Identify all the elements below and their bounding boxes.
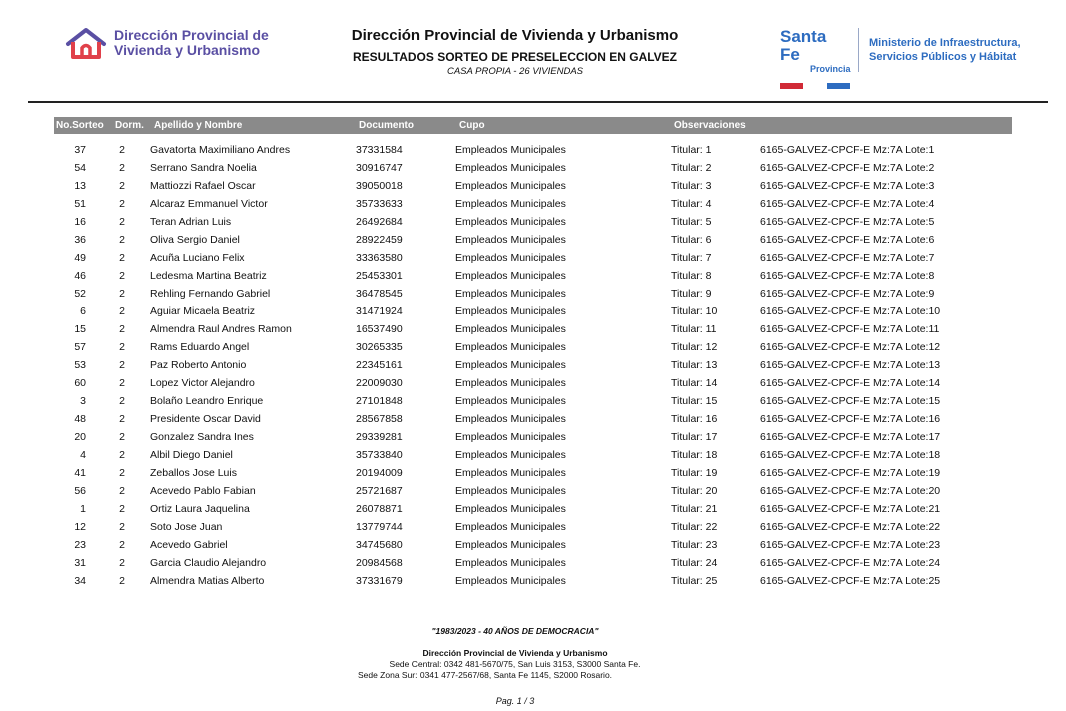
cell-sorteo: 15 xyxy=(74,323,86,336)
cell-cupo: Empleados Municipales xyxy=(455,323,566,336)
cell-sorteo: 16 xyxy=(74,215,86,228)
ministry-line-2: Servicios Públicos y Hábitat xyxy=(869,51,1017,63)
logo-line-1: Dirección Provincial de xyxy=(114,27,269,43)
cell-doc: 37331584 xyxy=(356,144,403,156)
santa-fe-brand xyxy=(780,28,850,89)
cell-doc: 35733633 xyxy=(356,197,403,210)
cell-name: Almendra Raul Andres Ramon xyxy=(150,323,292,336)
cell-obs: 6165-GALVEZ-CPCF-E Mz:7A Lote:11 xyxy=(760,323,940,336)
cell-titular: Titular: 16 xyxy=(671,413,718,426)
cell-dorm: 2 xyxy=(119,377,125,390)
cell-obs: 6165-GALVEZ-CPCF-E Mz:7A Lote:14 xyxy=(760,377,941,390)
table-row xyxy=(54,142,1012,160)
col-sorteo: No.Sorteo xyxy=(56,120,104,131)
cell-sorteo: 36 xyxy=(74,233,86,246)
logo-line-2: Vivienda y Urbanismo xyxy=(114,42,261,58)
document-subtitle-2: CASA PROPIA - 26 VIVIENDAS xyxy=(446,66,584,77)
header-divider xyxy=(28,101,1048,103)
col-doc: Documento xyxy=(359,120,414,131)
cell-sorteo: 12 xyxy=(74,520,86,533)
cell-sorteo: 60 xyxy=(74,377,86,390)
cell-sorteo: 13 xyxy=(74,179,86,192)
cell-cupo: Empleados Municipales xyxy=(455,359,566,372)
cell-cupo: Empleados Municipales xyxy=(455,431,566,443)
cell-obs: 6165-GALVEZ-CPCF-E Mz:7A Lote:13 xyxy=(760,359,941,372)
cell-cupo: Empleados Municipales xyxy=(455,377,566,390)
cell-dorm: 2 xyxy=(119,520,125,533)
cell-cupo: Empleados Municipales xyxy=(455,305,566,318)
cell-dorm: 2 xyxy=(119,197,125,210)
cell-name: Acevedo Gabriel xyxy=(150,538,228,551)
table-row xyxy=(54,573,1012,591)
cell-dorm: 2 xyxy=(119,144,125,156)
cell-doc: 35733840 xyxy=(356,448,403,461)
document-header xyxy=(300,27,730,77)
page-number: Pag. 1 / 3 xyxy=(495,696,535,706)
ministry-line-1: Ministerio de Infraestructura, xyxy=(869,37,1021,49)
cell-sorteo: 54 xyxy=(74,161,86,174)
cell-dorm: 2 xyxy=(119,251,125,264)
cell-name: Aguiar Micaela Beatriz xyxy=(150,305,256,318)
cell-titular: Titular: 18 xyxy=(671,448,718,461)
cell-doc: 20194009 xyxy=(356,466,403,479)
cell-dorm: 2 xyxy=(119,431,125,443)
cell-sorteo: 48 xyxy=(74,413,86,426)
cell-obs: 6165-GALVEZ-CPCF-E Mz:7A Lote:20 xyxy=(760,484,941,497)
document-subtitle: RESULTADOS SORTEO DE PRESELECCION EN GALVEZ xyxy=(352,50,678,64)
table-row xyxy=(54,375,1012,393)
cell-doc: 16537490 xyxy=(356,323,403,336)
cell-dorm: 2 xyxy=(119,269,125,282)
cell-name: Oliva Sergio Daniel xyxy=(150,233,240,246)
cell-cupo: Empleados Municipales xyxy=(455,161,566,174)
cell-doc: 25453301 xyxy=(356,269,403,282)
cell-obs: 6165-GALVEZ-CPCF-E Mz:7A Lote:10 xyxy=(760,305,941,318)
cell-name: Ledesma Martina Beatriz xyxy=(150,269,267,282)
cell-doc: 25721687 xyxy=(356,484,403,497)
cell-sorteo: 3 xyxy=(80,395,86,408)
cell-titular: Titular: 3 xyxy=(671,179,712,192)
cell-sorteo: 34 xyxy=(74,574,86,587)
cell-dorm: 2 xyxy=(119,395,125,408)
cell-cupo: Empleados Municipales xyxy=(455,197,566,210)
cell-sorteo: 56 xyxy=(74,484,86,497)
table-row xyxy=(54,537,1012,555)
cell-sorteo: 20 xyxy=(74,431,86,443)
santa-fe-province: Provincia xyxy=(810,64,851,74)
cell-dorm: 2 xyxy=(119,484,125,497)
cell-obs: 6165-GALVEZ-CPCF-E Mz:7A Lote:24 xyxy=(760,556,941,569)
cell-titular: Titular: 20 xyxy=(671,484,718,497)
cell-titular: Titular: 15 xyxy=(671,395,718,408)
cell-sorteo: 37 xyxy=(74,144,86,156)
table-row xyxy=(54,357,1012,375)
cell-dorm: 2 xyxy=(119,287,125,300)
cell-obs: 6165-GALVEZ-CPCF-E Mz:7A Lote:15 xyxy=(760,395,941,408)
cell-cupo: Empleados Municipales xyxy=(455,144,566,156)
cell-dorm: 2 xyxy=(119,466,125,479)
cell-dorm: 2 xyxy=(119,323,125,336)
table-row xyxy=(54,268,1012,286)
table-row xyxy=(54,555,1012,573)
cell-doc: 34745680 xyxy=(356,538,403,551)
footer-motto: "1983/2023 - 40 AÑOS DE DEMOCRACIA" xyxy=(431,626,599,636)
cell-titular: Titular: 2 xyxy=(671,161,712,174)
cell-titular: Titular: 5 xyxy=(671,215,712,228)
cell-doc: 26492684 xyxy=(356,215,403,228)
cell-doc: 26078871 xyxy=(356,502,403,515)
cell-titular: Titular: 4 xyxy=(671,197,712,210)
cell-name: Ortiz Laura Jaquelina xyxy=(150,502,250,515)
cell-name: Gavatorta Maximiliano Andres xyxy=(150,144,291,156)
table-row xyxy=(54,214,1012,232)
footer-address-2: Sede Zona Sur: 0341 477-2567/68, Santa Fe 1145, S2000 Rosario. xyxy=(357,670,613,680)
cell-obs: 6165-GALVEZ-CPCF-E Mz:7A Lote:9 xyxy=(760,287,935,300)
cell-name: Teran Adrian Luis xyxy=(150,215,232,228)
page-footer xyxy=(300,626,730,706)
cell-titular: Titular: 22 xyxy=(671,520,718,533)
cell-titular: Titular: 17 xyxy=(671,431,718,443)
cell-doc: 31471924 xyxy=(356,305,403,318)
cell-dorm: 2 xyxy=(119,233,125,246)
cell-cupo: Empleados Municipales xyxy=(455,341,566,354)
cell-obs: 6165-GALVEZ-CPCF-E Mz:7A Lote:19 xyxy=(760,466,941,479)
table-row xyxy=(54,232,1012,250)
table-row xyxy=(54,321,1012,339)
cell-obs: 6165-GALVEZ-CPCF-E Mz:7A Lote:17 xyxy=(760,431,941,443)
cell-cupo: Empleados Municipales xyxy=(455,251,566,264)
table-row xyxy=(54,286,1012,304)
cell-dorm: 2 xyxy=(119,574,125,587)
cell-obs: 6165-GALVEZ-CPCF-E Mz:7A Lote:6 xyxy=(760,233,935,246)
cell-obs: 6165-GALVEZ-CPCF-E Mz:7A Lote:2 xyxy=(760,161,935,174)
cell-name: Serrano Sandra Noelia xyxy=(150,161,257,174)
cell-dorm: 2 xyxy=(119,359,125,372)
cell-obs: 6165-GALVEZ-CPCF-E Mz:7A Lote:12 xyxy=(760,341,941,354)
cell-name: Paz Roberto Antonio xyxy=(150,359,247,372)
table-row xyxy=(54,160,1012,178)
cell-cupo: Empleados Municipales xyxy=(455,556,566,569)
col-name: Apellido y Nombre xyxy=(154,120,243,131)
house-icon xyxy=(64,26,108,60)
cell-obs: 6165-GALVEZ-CPCF-E Mz:7A Lote:23 xyxy=(760,538,941,551)
cell-titular: Titular: 14 xyxy=(671,377,718,390)
cell-titular: Titular: 10 xyxy=(671,305,718,318)
table-row xyxy=(54,483,1012,501)
table-row xyxy=(54,429,1012,447)
cell-doc: 22009030 xyxy=(356,377,403,390)
table-row xyxy=(54,465,1012,483)
dpvu-logo xyxy=(64,26,269,60)
table-row xyxy=(54,250,1012,268)
cell-obs: 6165-GALVEZ-CPCF-E Mz:7A Lote:7 xyxy=(760,251,935,264)
cell-obs: 6165-GALVEZ-CPCF-E Mz:7A Lote:3 xyxy=(760,179,935,192)
document-title: Dirección Provincial de Vivienda y Urbanismo xyxy=(351,27,679,44)
cell-dorm: 2 xyxy=(119,413,125,426)
cell-titular: Titular: 9 xyxy=(671,287,712,300)
table-row xyxy=(54,178,1012,196)
table-body xyxy=(54,142,1012,590)
cell-titular: Titular: 6 xyxy=(671,233,712,246)
cell-dorm: 2 xyxy=(119,341,125,354)
cell-obs: 6165-GALVEZ-CPCF-E Mz:7A Lote:5 xyxy=(760,215,935,228)
cell-titular: Titular: 23 xyxy=(671,538,718,551)
cell-doc: 30916747 xyxy=(356,161,403,174)
cell-cupo: Empleados Municipales xyxy=(455,233,566,246)
cell-sorteo: 49 xyxy=(74,251,86,264)
col-dorm: Dorm. xyxy=(115,120,144,131)
cell-name: Presidente Oscar David xyxy=(150,413,261,426)
cell-name: Acevedo Pablo Fabian xyxy=(150,484,256,497)
cell-sorteo: 23 xyxy=(74,538,86,551)
cell-sorteo: 4 xyxy=(80,448,86,461)
table-row xyxy=(54,196,1012,214)
cell-cupo: Empleados Municipales xyxy=(455,287,566,300)
cell-titular: Titular: 12 xyxy=(671,341,718,354)
cell-name: Soto Jose Juan xyxy=(150,520,223,533)
dpvu-logo-text xyxy=(114,28,269,58)
cell-sorteo: 51 xyxy=(74,197,86,210)
cell-obs: 6165-GALVEZ-CPCF-E Mz:7A Lote:1 xyxy=(760,144,935,156)
cell-name: Albil Diego Daniel xyxy=(150,448,233,461)
ministry-name xyxy=(869,36,1021,89)
cell-doc: 13779744 xyxy=(356,520,403,533)
cell-obs: 6165-GALVEZ-CPCF-E Mz:7A Lote:16 xyxy=(760,413,941,426)
cell-doc: 27101848 xyxy=(356,395,403,408)
cell-cupo: Empleados Municipales xyxy=(455,269,566,282)
table-row xyxy=(54,303,1012,321)
cell-name: Rehling Fernando Gabriel xyxy=(150,287,271,300)
cell-doc: 20984568 xyxy=(356,556,403,569)
cell-sorteo: 52 xyxy=(74,287,86,300)
cell-dorm: 2 xyxy=(119,179,125,192)
table-row xyxy=(54,519,1012,537)
table-row xyxy=(54,339,1012,357)
cell-name: Almendra Matias Alberto xyxy=(150,574,265,587)
cell-doc: 36478545 xyxy=(356,287,403,300)
cell-doc: 37331679 xyxy=(356,574,403,587)
cell-dorm: 2 xyxy=(119,502,125,515)
cell-name: Gonzalez Sandra Ines xyxy=(150,431,254,443)
cell-obs: 6165-GALVEZ-CPCF-E Mz:7A Lote:8 xyxy=(760,269,935,282)
cell-dorm: 2 xyxy=(119,448,125,461)
cell-obs: 6165-GALVEZ-CPCF-E Mz:7A Lote:18 xyxy=(760,448,941,461)
cell-titular: Titular: 11 xyxy=(671,323,717,336)
santa-fe-logo xyxy=(780,28,1021,89)
cell-doc: 28922459 xyxy=(356,233,403,246)
cell-cupo: Empleados Municipales xyxy=(455,448,566,461)
cell-titular: Titular: 13 xyxy=(671,359,718,372)
table-header xyxy=(54,117,1012,134)
cell-cupo: Empleados Municipales xyxy=(455,502,566,515)
cell-dorm: 2 xyxy=(119,556,125,569)
cell-titular: Titular: 24 xyxy=(671,556,718,569)
cell-titular: Titular: 8 xyxy=(671,269,712,282)
table-row xyxy=(54,447,1012,465)
cell-cupo: Empleados Municipales xyxy=(455,179,566,192)
cell-name: Alcaraz Emmanuel Victor xyxy=(150,197,268,210)
cell-sorteo: 1 xyxy=(80,502,86,515)
cell-dorm: 2 xyxy=(119,161,125,174)
cell-titular: Titular: 25 xyxy=(671,574,718,587)
footer-address-1: Sede Central: 0342 481-5670/75, San Luis 3153, S3000 Santa Fe. xyxy=(389,659,641,669)
cell-cupo: Empleados Municipales xyxy=(455,520,566,533)
col-cupo: Cupo xyxy=(459,120,485,131)
cell-doc: 33363580 xyxy=(356,251,403,264)
cell-name: Rams Eduardo Angel xyxy=(150,341,250,354)
santa-fe-name: Santa Fe xyxy=(780,27,827,64)
cell-name: Acuña Luciano Felix xyxy=(150,251,245,264)
cell-obs: 6165-GALVEZ-CPCF-E Mz:7A Lote:21 xyxy=(760,502,941,515)
cell-name: Garcia Claudio Alejandro xyxy=(150,556,267,569)
cell-cupo: Empleados Municipales xyxy=(455,395,566,408)
logo-divider xyxy=(858,28,859,72)
cell-sorteo: 53 xyxy=(74,359,86,372)
flag-bars-icon xyxy=(780,83,850,89)
table-row xyxy=(54,411,1012,429)
cell-dorm: 2 xyxy=(119,538,125,551)
cell-doc: 22345161 xyxy=(356,359,403,372)
cell-sorteo: 6 xyxy=(80,305,86,318)
cell-dorm: 2 xyxy=(119,305,125,318)
cell-titular: Titular: 21 xyxy=(671,502,718,515)
table-row xyxy=(54,393,1012,411)
cell-cupo: Empleados Municipales xyxy=(455,215,566,228)
footer-org: Dirección Provincial de Vivienda y Urbanismo xyxy=(422,648,608,658)
cell-doc: 29339281 xyxy=(356,431,403,443)
cell-cupo: Empleados Municipales xyxy=(455,466,566,479)
cell-sorteo: 31 xyxy=(74,556,86,569)
cell-titular: Titular: 7 xyxy=(671,251,712,264)
cell-titular: Titular: 19 xyxy=(671,466,718,479)
cell-doc: 28567858 xyxy=(356,413,403,426)
cell-doc: 39050018 xyxy=(356,179,403,192)
cell-name: Mattiozzi Rafael Oscar xyxy=(150,179,256,192)
cell-obs: 6165-GALVEZ-CPCF-E Mz:7A Lote:22 xyxy=(760,520,941,533)
cell-cupo: Empleados Municipales xyxy=(455,538,566,551)
cell-obs: 6165-GALVEZ-CPCF-E Mz:7A Lote:25 xyxy=(760,574,941,587)
cell-name: Zeballos Jose Luis xyxy=(150,466,237,479)
table-row xyxy=(54,501,1012,519)
cell-cupo: Empleados Municipales xyxy=(455,484,566,497)
cell-cupo: Empleados Municipales xyxy=(455,574,566,587)
cell-cupo: Empleados Municipales xyxy=(455,413,566,426)
col-obs: Observaciones xyxy=(674,120,746,131)
cell-obs: 6165-GALVEZ-CPCF-E Mz:7A Lote:4 xyxy=(760,197,935,210)
cell-titular: Titular: 1 xyxy=(671,144,712,156)
cell-name: Lopez Victor Alejandro xyxy=(150,377,255,390)
cell-sorteo: 41 xyxy=(74,466,86,479)
cell-dorm: 2 xyxy=(119,215,125,228)
cell-name: Bolaño Leandro Enrique xyxy=(150,395,264,408)
cell-sorteo: 57 xyxy=(74,341,86,354)
cell-doc: 30265335 xyxy=(356,341,403,354)
cell-sorteo: 46 xyxy=(74,269,86,282)
